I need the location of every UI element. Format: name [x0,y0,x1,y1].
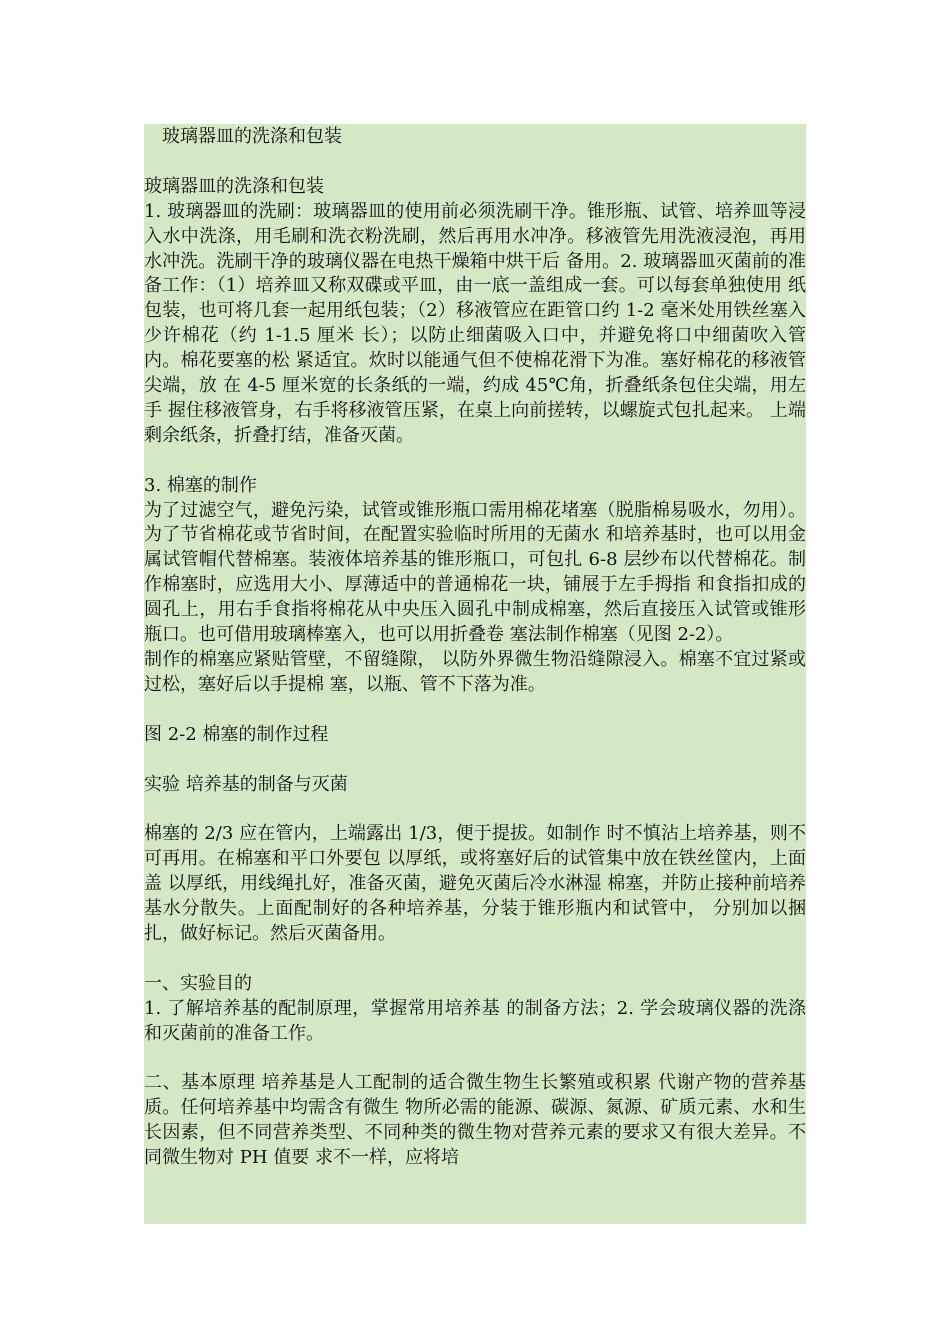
section-heading: 3. 棉塞的制作 [144,474,257,496]
body-paragraph: 制作的棉塞应紧贴管壁，不留缝隙， 以防外界微生物沿缝隙浸入。棉塞不宜过紧或过松，塞好后以手提棉 塞，以瓶、管不下落为准。 [144,649,806,695]
body-paragraph: 棉塞的 2/3 应在管内，上端露出 1/3，便于提拔。如制作 时不慎沾上培养基，则不可再用。在棉塞和平口外要包 以厚纸，或将塞好后的试管集中放在铁丝筐内，上面盖 以厚纸，用线绳扎好，准备灭菌，避免灭菌后冷水淋湿 棉塞，并防止接种前培养基水分散失。上面配制好的各种培养基，分装于锥形瓶内和试管中， 分别加以捆扎，做好标记。然后灭菌备用。 [144,823,806,944]
section-heading: 一、实验目的 [144,972,252,994]
body-paragraph: 为了过滤空气，避免污染，试管或锥形瓶口需用棉花堵塞（脱脂棉易吸水，勿用）。为了节省棉花或节省时间，在配置实验临时所用的无菌水 和培养基时，也可以用金属试管帽代替棉塞。装液体培养基的锥形瓶口，可包扎 6-8 层纱布以代替棉花。制作棉塞时，应选用大小、厚薄适中的普通棉花一块，铺展于左手拇指 和食指扣成的圆孔上，用右手食指将棉花从中央压入圆孔中制成棉塞，然后直接压入试管或锥形瓶口。也可借用玻璃棒塞入，也可以用折叠卷 塞法制作棉塞（见图 2-2）。 [144,499,806,646]
figure-caption: 图 2-2 棉塞的制作过程 [144,723,329,745]
blank-line [144,797,806,822]
blank-line [144,748,806,773]
body-paragraph: 1. 了解培养基的配制原理，掌握常用培养基 的制备方法；2. 学会玻璃仪器的洗涤和灭菌前的准备工作。 [144,997,806,1044]
body-paragraph: 1. 玻璃器皿的洗刷：玻璃器皿的使用前必须洗刷干净。锥形瓶、试管、培养皿等浸入水中洗涤，用毛刷和洗衣粉洗刷，然后再用水冲净。移液管先用洗液浸泡，再用水冲洗。洗刷干净的玻璃仪器在电热干燥箱中烘干后 备用。2. 玻璃器皿灭菌前的准备工作：（1）培养皿又称双碟或平皿，由一底一盖组成一套。可以每套单独使用 纸包装，也可将几套一起用纸包装；（2）移液管应在距管口约 1-2 毫米处用铁丝塞入少许棉花（约 1-1.5 厘米 长）；以防止细菌吸入口中，并避免将口中细菌吹入管内。棉花要塞的松 紧适宜。炊时以能通气但不使棉花滑下为准。塞好棉花的移液管尖端，放 在 4-5 厘米宽的长条纸的一端，约成 45℃角，折叠纸条包住尖端，用左手 握住移液管身，右手将移液管压紧，在桌上向前搓转，以螺旋式包扎起来。 上端剩余纸条，折叠打结，准备灭菌。 [144,200,806,446]
body-paragraph: 二、基本原理 培养基是人工配制的适合微生物生长繁殖或积累 代谢产物的营养基质。任何培养基中均需含有微生 物所必需的能源、碳源、氮源、矿质元素、水和生 长因素，但不同营养类型、不同种类的微生物对营养元素的要求又有很大差异。不同微生物对 PH 值要 求不一样，应将培 [144,1072,806,1169]
highlighted-text-block [144,124,806,1224]
document-title: 玻璃器皿的洗涤和包装 [162,126,342,147]
blank-line [144,947,806,972]
blank-line [144,698,806,723]
blank-line [144,1046,806,1071]
section-heading: 玻璃器皿的洗涤和包装 [144,175,324,197]
blank-line [144,150,806,175]
section-heading: 实验 培养基的制备与灭菌 [144,773,348,795]
blank-line [144,449,806,474]
